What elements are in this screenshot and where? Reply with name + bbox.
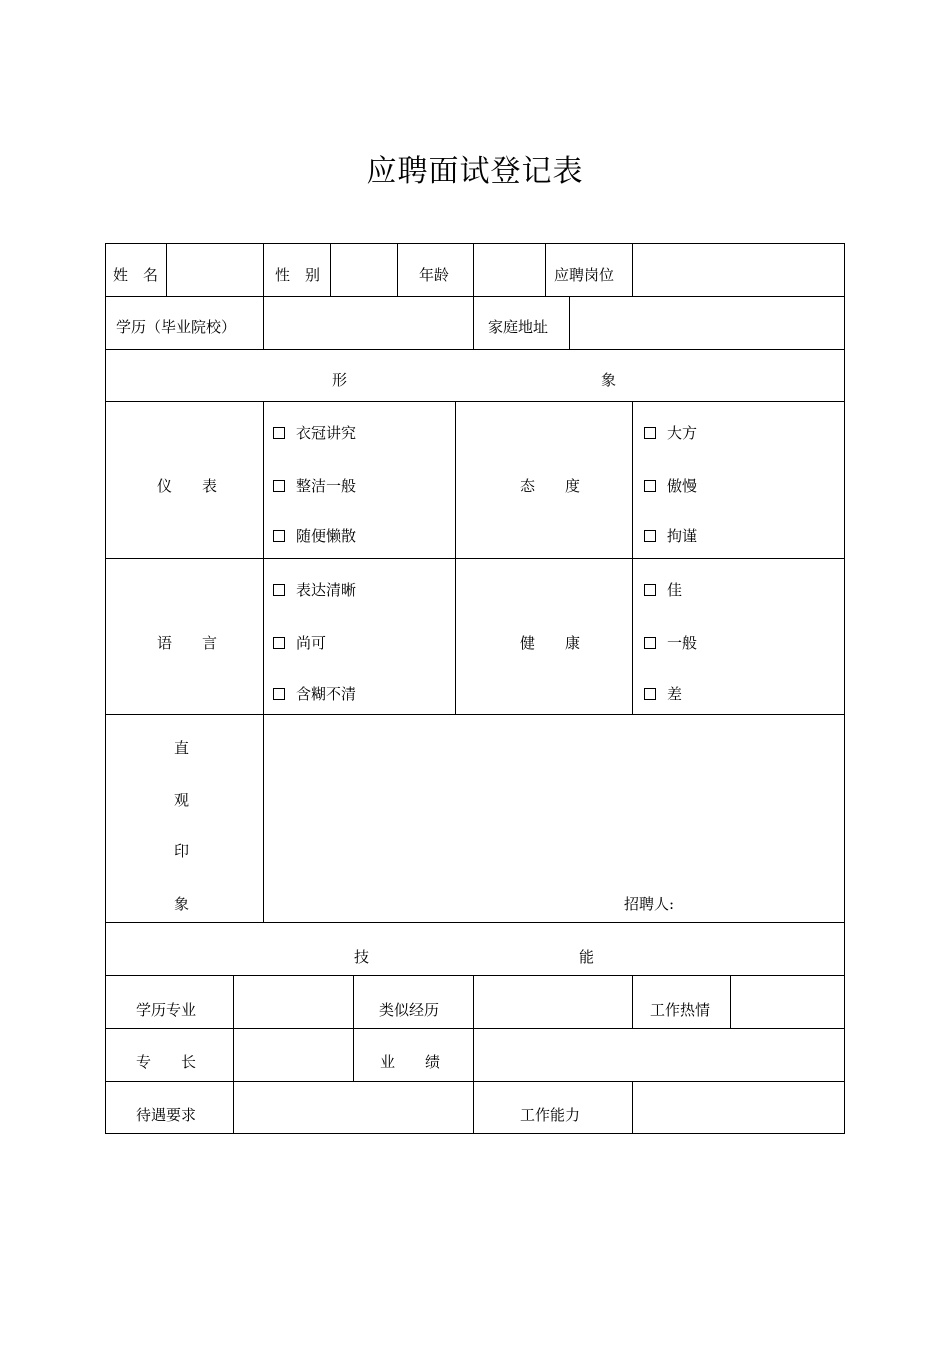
checkbox-icon[interactable] (273, 530, 285, 542)
col-divider (233, 975, 234, 1028)
health-option[interactable]: 一般 (644, 634, 697, 652)
address-label: 家庭地址 (488, 318, 549, 336)
specialty-label: 专 长 (136, 1053, 197, 1071)
health-label: 健 康 (520, 634, 581, 652)
impression-char: 直 (174, 739, 190, 757)
col-divider (455, 401, 456, 714)
image-section-right: 象 (601, 371, 617, 389)
row-divider (105, 558, 845, 559)
appearance-label: 仪 表 (157, 477, 218, 495)
table-border-top (105, 243, 845, 244)
checkbox-icon[interactable] (644, 530, 656, 542)
col-divider (397, 243, 398, 296)
checkbox-icon[interactable] (273, 637, 285, 649)
row-divider (105, 922, 845, 923)
table-border-right (844, 243, 845, 1134)
col-divider (263, 401, 264, 714)
image-section-left: 形 (332, 371, 348, 389)
col-divider (473, 975, 474, 1028)
language-option[interactable]: 表达清晰 (273, 581, 356, 599)
col-divider (632, 401, 633, 714)
salary-label: 待遇要求 (136, 1106, 197, 1124)
col-divider (632, 243, 633, 296)
row-divider (105, 349, 845, 350)
language-option[interactable]: 尚可 (273, 634, 326, 652)
col-divider (166, 243, 167, 296)
checkbox-icon[interactable] (273, 427, 285, 439)
impression-char: 象 (174, 895, 190, 913)
attitude-label: 态 度 (520, 477, 581, 495)
health-option[interactable]: 差 (644, 685, 682, 703)
education-label: 学历（毕业院校） (116, 318, 237, 336)
skills-section-left: 技 (354, 948, 370, 966)
age-label: 年龄 (419, 266, 450, 284)
appearance-option[interactable]: 整洁一般 (273, 477, 356, 495)
position-label: 应聘岗位 (554, 266, 615, 284)
col-divider (473, 296, 474, 349)
col-divider (233, 1028, 234, 1081)
form-title: 应聘面试登记表 (366, 154, 584, 189)
performance-label: 业 绩 (380, 1053, 441, 1071)
checkbox-icon[interactable] (644, 637, 656, 649)
row-divider (105, 1081, 845, 1082)
col-divider (233, 1081, 234, 1133)
impression-char: 印 (174, 842, 190, 860)
col-divider (263, 714, 264, 922)
col-divider (632, 1081, 633, 1133)
row-divider (105, 714, 845, 715)
major-label: 学历专业 (136, 1001, 197, 1019)
skills-section-right: 能 (579, 948, 595, 966)
recruiter-label: 招聘人: (624, 895, 675, 913)
experience-label: 类似经历 (379, 1001, 440, 1019)
checkbox-icon[interactable] (273, 688, 285, 700)
row-divider (105, 975, 845, 976)
col-divider (569, 296, 570, 349)
col-divider (353, 1028, 354, 1081)
col-divider (263, 243, 264, 296)
row-divider (105, 401, 845, 402)
checkbox-icon[interactable] (273, 480, 285, 492)
attitude-option[interactable]: 大方 (644, 424, 697, 442)
language-option[interactable]: 含糊不清 (273, 685, 356, 703)
col-divider (330, 243, 331, 296)
row-divider (105, 296, 845, 297)
checkbox-icon[interactable] (644, 688, 656, 700)
name-label: 姓 名 (113, 266, 159, 284)
checkbox-icon[interactable] (644, 584, 656, 596)
col-divider (730, 975, 731, 1028)
appearance-option[interactable]: 随便懒散 (273, 527, 356, 545)
enthusiasm-label: 工作热情 (650, 1001, 711, 1019)
col-divider (545, 243, 546, 296)
col-divider (353, 975, 354, 1028)
gender-label: 性 别 (275, 266, 321, 284)
table-border-left (105, 243, 106, 1134)
checkbox-icon[interactable] (273, 584, 285, 596)
ability-label: 工作能力 (520, 1106, 581, 1124)
health-option[interactable]: 佳 (644, 581, 682, 599)
col-divider (263, 296, 264, 349)
attitude-option[interactable]: 拘谨 (644, 527, 697, 545)
impression-char: 观 (174, 791, 190, 809)
checkbox-icon[interactable] (644, 427, 656, 439)
col-divider (473, 1028, 474, 1081)
col-divider (473, 1081, 474, 1133)
col-divider (632, 975, 633, 1028)
col-divider (473, 243, 474, 296)
table-border-bottom (105, 1133, 845, 1134)
attitude-option[interactable]: 傲慢 (644, 477, 697, 495)
appearance-option[interactable]: 衣冠讲究 (273, 424, 356, 442)
checkbox-icon[interactable] (644, 480, 656, 492)
language-label: 语 言 (157, 634, 218, 652)
row-divider (105, 1028, 845, 1029)
